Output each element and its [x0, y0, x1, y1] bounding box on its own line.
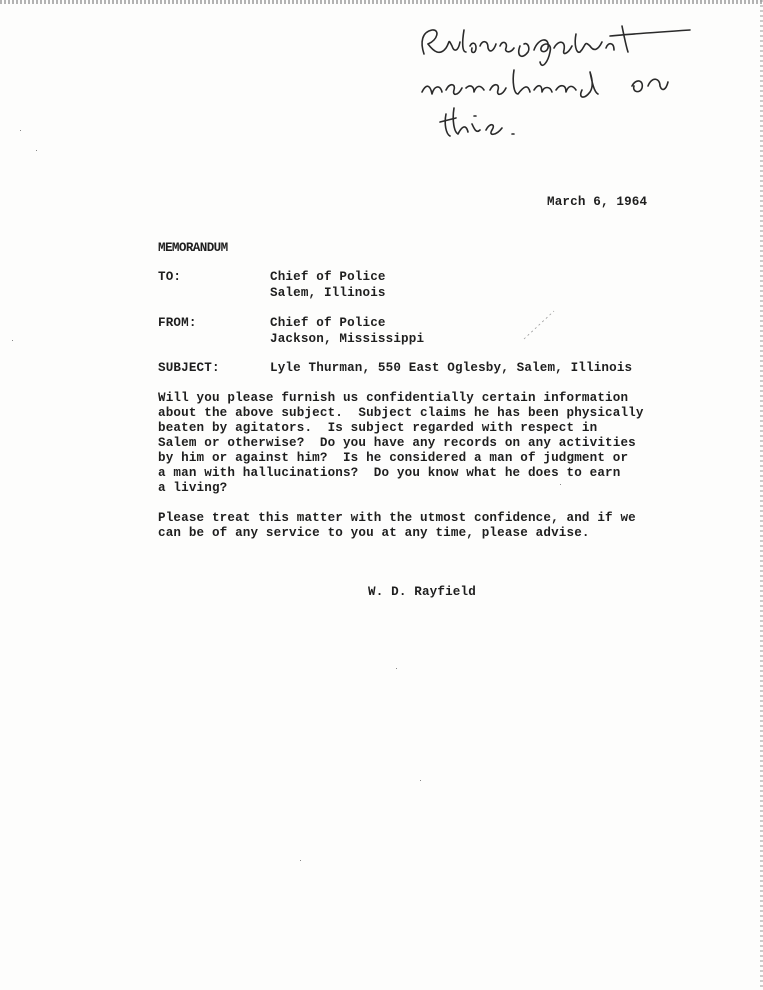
body-line: Salem or otherwise? Do you have any records on any activities [158, 436, 636, 450]
from-location: Jackson, Mississippi [270, 332, 425, 346]
subject-text: Lyle Thurman, 550 East Oglesby, Salem, Illinois [270, 361, 633, 375]
body-line: beaten by agitators. Is subject regarded with respect in [158, 421, 598, 435]
scan-speck [300, 860, 301, 861]
from-label: FROM: [158, 316, 197, 330]
scan-speck [12, 340, 13, 341]
scan-top-edge [0, 0, 763, 4]
scan-speck [420, 780, 421, 781]
scan-speck [560, 484, 561, 485]
memo-heading: MEMORANDUM [158, 241, 228, 255]
signature: W. D. Rayfield [368, 585, 476, 599]
to-label: TO: [158, 270, 182, 284]
body-line: a living? [158, 481, 228, 495]
from-name: Chief of Police [270, 316, 386, 330]
scan-speck [396, 668, 397, 669]
memo-date: March 6, 1964 [547, 195, 648, 209]
handwritten-note [410, 12, 710, 142]
body-line: can be of any service to you at any time, please advise. [158, 526, 590, 540]
scan-speck [20, 130, 21, 131]
body-line: by him or against him? Is he considered a man of judgment or [158, 451, 629, 465]
body-line: a man with hallucinations? Do you know what he does to earn [158, 466, 621, 480]
scan-mark [520, 305, 560, 345]
scan-speck [36, 150, 37, 151]
body-line: Will you please furnish us confidentially certain information [158, 391, 629, 405]
body-line: about the above subject. Subject claims he has been physically [158, 406, 644, 420]
to-location: Salem, Illinois [270, 286, 386, 300]
subject-label: SUBJECT: [158, 361, 220, 375]
to-name: Chief of Police [270, 270, 386, 284]
body-line: Please treat this matter with the utmost confidence, and if we [158, 511, 636, 525]
